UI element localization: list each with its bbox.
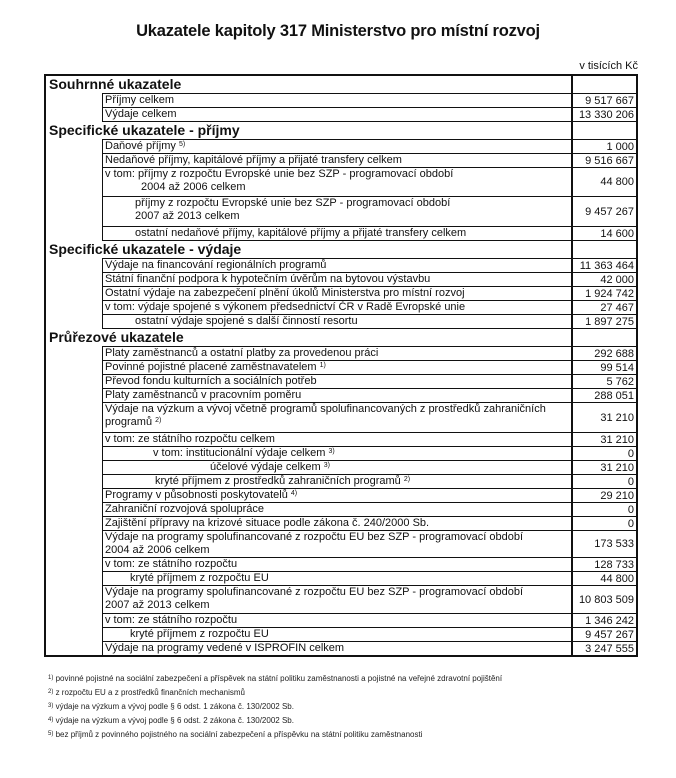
table-row — [46, 613, 636, 627]
table-row — [46, 196, 636, 226]
table-row — [46, 516, 636, 530]
indicators-table — [44, 74, 638, 657]
row-value: 1 897 275 — [573, 314, 636, 329]
row-label: Výdaje celkem — [102, 107, 573, 122]
table-row — [46, 530, 636, 557]
row-value: 9 517 667 — [573, 93, 636, 107]
row-value: 0 — [573, 502, 636, 516]
row-value: 14 600 — [573, 226, 636, 241]
unit-label: v tisících Kč — [579, 60, 638, 72]
table-row — [46, 557, 636, 571]
row-label: kryté příjmem z rozpočtu EU — [102, 627, 573, 641]
row-value: 9 457 267 — [573, 196, 636, 226]
table-row — [46, 139, 636, 153]
row-value: 44 800 — [573, 571, 636, 585]
row-value: 0 — [573, 446, 636, 460]
section-title: Souhrnné ukazatele — [46, 76, 573, 93]
row-label: ostatní nedaňové příjmy, kapitálové příjmy a přijaté transfery celkem — [102, 226, 573, 241]
footnote: $^{5)}$ bez příjmů z povinného pojistného na sociální zabezpečení a příspěvku na státní politiku zaměstnanosti — [48, 730, 423, 739]
table-row — [46, 488, 636, 502]
footnote-ref: 5) — [178, 141, 186, 148]
row-label: Příjmy celkem — [102, 93, 573, 107]
footnote-ref: 3) — [323, 462, 330, 469]
row-label: ostatní výdaje spojené s další činností resortu — [102, 314, 573, 329]
section-heading — [46, 122, 636, 139]
row-value: 292 688 — [573, 346, 636, 360]
table-row — [46, 374, 636, 388]
row-label: Programy v působnosti poskytovatelů $^{4)}$ — [102, 488, 573, 502]
row-value: 27 467 — [573, 300, 636, 314]
row-label: kryté příjmem z prostředků zahraničních programů $^{2)}$ — [102, 474, 573, 488]
row-label: v tom: příjmy z rozpočtu Evropské unie bez SZP - programovací období 2004 až 2006 celkem — [102, 167, 573, 196]
table-row — [46, 167, 636, 196]
section-heading — [46, 76, 636, 93]
table-row — [46, 432, 636, 446]
row-label: Výdaje na programy vedené v ISPROFIN celkem — [102, 641, 573, 655]
table-row — [46, 300, 636, 314]
row-value: 1 924 742 — [573, 286, 636, 300]
row-label: Výdaje na programy spolufinancované z rozpočtu EU bez SZP - programovací období 2004 až 2006 celkem — [102, 530, 573, 557]
footnote-ref: 2) — [403, 476, 411, 483]
table-row — [46, 226, 636, 241]
row-label: Daňové příjmy $^{5)}$ — [102, 139, 573, 153]
row-label: kryté příjmem z rozpočtu EU — [102, 571, 573, 585]
row-label: Platy zaměstnanců a ostatní platby za provedenou práci — [102, 346, 573, 360]
row-label: účelové výdaje celkem $^{3)}$ — [102, 460, 573, 474]
row-value: 5 762 — [573, 374, 636, 388]
row-value: 11 363 464 — [573, 258, 636, 272]
footnote-ref: 4) — [290, 490, 298, 497]
row-value: 10 803 509 — [573, 585, 636, 613]
table-row — [46, 402, 636, 432]
row-label: Zajištění přípravy na krizové situace podle zákona č. 240/2000 Sb. — [102, 516, 573, 530]
table-row — [46, 93, 636, 107]
section-heading — [46, 241, 636, 258]
row-value: 13 330 206 — [573, 107, 636, 122]
footnote-ref: 2) — [155, 417, 162, 424]
footnote-ref: 3) — [328, 448, 335, 455]
row-value: 44 800 — [573, 167, 636, 196]
row-label: Povinné pojistné placené zaměstnavatelem $^{1)}$ — [102, 360, 573, 374]
footnote: $^{3)}$ výdaje na výzkum a vývoj podle § 6 odst. 1 zákona č. 130/2002 Sb. — [48, 702, 294, 711]
row-value: 0 — [573, 474, 636, 488]
table-row — [46, 286, 636, 300]
row-value: 128 733 — [573, 557, 636, 571]
row-value: 9 457 267 — [573, 627, 636, 641]
table-row — [46, 627, 636, 641]
footnotes — [48, 672, 502, 742]
row-value: 31 210 — [573, 432, 636, 446]
row-label: v tom: ze státního rozpočtu — [102, 613, 573, 627]
row-value: 9 516 667 — [573, 153, 636, 167]
table-row — [46, 314, 636, 329]
row-label: Výdaje na výzkum a vývoj včetně programů spolufinancovaných z prostředků zahraničních programů $^{2)}$ — [102, 402, 573, 432]
row-label: Ostatní výdaje na zabezpečení plnění úkolů Ministerstva pro místní rozvoj — [102, 286, 573, 300]
row-value: 31 210 — [573, 402, 636, 432]
row-value: 1 000 — [573, 139, 636, 153]
section-title: Specifické ukazatele - příjmy — [46, 122, 573, 139]
row-value: 173 533 — [573, 530, 636, 557]
table-row — [46, 346, 636, 360]
row-value: 3 247 555 — [573, 641, 636, 655]
table-row — [46, 107, 636, 122]
row-label: Výdaje na financování regionálních programů — [102, 258, 573, 272]
row-value: 1 346 242 — [573, 613, 636, 627]
table-row — [46, 446, 636, 460]
table-row — [46, 571, 636, 585]
row-label: Platy zaměstnanců v pracovním poměru — [102, 388, 573, 402]
footnote-ref: 1) — [319, 362, 326, 369]
row-value: 288 051 — [573, 388, 636, 402]
table-row — [46, 460, 636, 474]
footnote: $^{1)}$ povinné pojistné na sociální zabezpečení a příspěvek na státní politiku zaměstnanosti a pojistné na veřejné zdravotní pojištění — [48, 674, 503, 683]
row-label: v tom: výdaje spojené s výkonem předsednictví ČR v Radě Evropské unie — [102, 300, 573, 314]
row-value: 31 210 — [573, 460, 636, 474]
row-label: v tom: ze státního rozpočtu — [102, 557, 573, 571]
table-row — [46, 360, 636, 374]
row-value: 42 000 — [573, 272, 636, 286]
section-heading — [46, 329, 636, 346]
row-value: 29 210 — [573, 488, 636, 502]
row-label: Státní finanční podpora k hypotečním úvěrům na bytovou výstavbu — [102, 272, 573, 286]
section-title: Průřezové ukazatele — [46, 329, 573, 346]
row-label: Převod fondu kulturních a sociálních potřeb — [102, 374, 573, 388]
row-label: Výdaje na programy spolufinancované z rozpočtu EU bez SZP - programovací období 2007 až 2013 celkem — [102, 585, 573, 613]
section-title: Specifické ukazatele - výdaje — [46, 241, 573, 258]
table-row — [46, 474, 636, 488]
table-row — [46, 153, 636, 167]
table-row — [46, 272, 636, 286]
row-value: 0 — [573, 516, 636, 530]
page-title: Ukazatele kapitoly 317 Ministerstvo pro místní rozvoj — [136, 22, 540, 40]
table-row — [46, 502, 636, 516]
row-value: 99 514 — [573, 360, 636, 374]
footnote: $^{4)}$ výdaje na výzkum a vývoj podle § 6 odst. 2 zákona č. 130/2002 Sb. — [48, 716, 294, 725]
row-label: příjmy z rozpočtu Evropské unie bez SZP - programovací období 2007 až 2013 celkem — [102, 196, 573, 226]
table-row — [46, 641, 636, 655]
row-label: Nedaňové příjmy, kapitálové příjmy a přijaté transfery celkem — [102, 153, 573, 167]
row-label: v tom: institucionální výdaje celkem $^{3)}$ — [102, 446, 573, 460]
table-row — [46, 585, 636, 613]
table-row — [46, 258, 636, 272]
footnote: $^{2)}$ z rozpočtu EU a z prostředků finančních mechanismů — [48, 688, 245, 697]
row-label: v tom: ze státního rozpočtu celkem — [102, 432, 573, 446]
row-label: Zahraniční rozvojová spolupráce — [102, 502, 573, 516]
table-row — [46, 388, 636, 402]
